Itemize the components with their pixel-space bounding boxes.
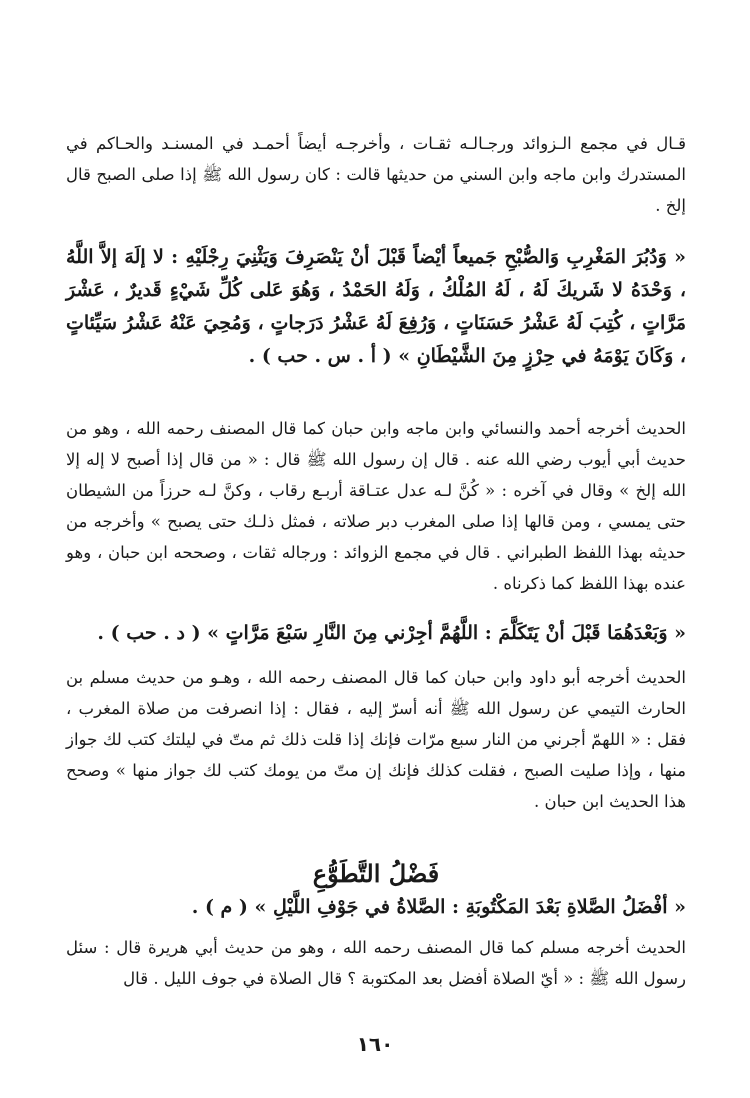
section-title: فَضْلُ التَّطَوُّعِ [312, 859, 440, 888]
commentary-paragraph: الحديث أخرجه أبو داود وابن حبان كما قال المصنف رحمه الله ، وهـو من حديث مسلم بن الحارث التيمي عن رسول الله ﷺ أنه أسرّ إليه ، فقال : إذا انصرفت من صلاة المغرب ، فقل : « اللهمّ أجرني من النار سبع مرّات فإنك إذا قلت ذلك ثم متّ في ليلتك كتب لك جواز منها ، وإذا صليت الصبح ، فقلت كذلك فإنك إن متّ من يومك كتب لك جواز منها » وصحح هذا الحديث ابن حبان . [66, 668, 686, 811]
hadith-text: « وَدُبُرَ المَغْرِبِ وَالصُّبْحِ جَميعاً أيْضاً قَبْلَ أنْ يَنْصَرِفَ وَيَثْنِيَ رِجْلَيْهِ : لا إلَهَ إلاَّ اللَّهُ ، وَحْدَهُ لا شَريكَ لَهُ ، لَهُ المُلْكُ ، وَلَهُ الحَمْدُ ، وَهُوَ عَلى كُلِّ شَيْءٍ قَديرٌ ، عَشْرَ مَرَّاتٍ ، كُتِبَ لَهُ عَشْرُ حَسَنَاتٍ ، وَرُفِعَ لَهُ عَشْرُ دَرَجاتٍ ، وَمُحِيَ عَنْهُ عَشْرُ سَيِّئاتٍ ، وَكَانَ يَوْمَهُ في حِرْزٍ مِنَ الشَّيْطَانِ » ( أ . س . حب ) . [66, 246, 686, 367]
commentary-paragraph: قـال في مجمع الـزوائد ورجـالـه ثقـات ، وأخرجـه أيضاً أحمـد في المسنـد والحـاكم في المستدرك وابن ماجه وابن السني من حديثها قالت : كان رسول الله ﷺ إذا صلى الصبح قال إلخ . [66, 134, 686, 215]
page-body [66, 128, 686, 994]
commentary-paragraph: الحديث أخرجه أحمد والنسائي وابن ماجه وابن حبان كما قال المصنف رحمه الله ، وهو من حديث أبي أيوب رضي الله عنه . قال إن رسول الله ﷺ قال : « من قال إذا أصبح لا إله إلا الله إلخ » وقال في آخره : « كُنَّ لـه عدل عتـاقة أربـع رقاب ، وكنَّ لـه حرزاً من الشيطان حتى يمسي ، ومن قالها إذا صلى المغرب دبر صلاته ، فمثل ذلـك حتى يصبح » وأخرجه من حديثه بهذا اللفظ الطبراني . قال في مجمع الزوائد : ورجاله ثقات ، وصححه ابن حبان ، وهو عنده بهذا اللفظ كما ذكرناه . [66, 419, 686, 593]
page-number: ١٦٠ [356, 1032, 394, 1056]
commentary-paragraph: الحديث أخرجه مسلم كما قال المصنف رحمه الله ، وهو من حديث أبي هريرة قال : سئل رسول الله ﷺ : « أيّ الصلاة أفضل بعد المكتوبة ؟ قال الصلاة في جوف الليل . قال [66, 938, 686, 988]
hadith-text: « أفْضَلُ الصَّلاةِ بَعْدَ المَكْتُوبَةِ : الصَّلاةُ في جَوْفِ اللَّيْلِ » ( م ) . [191, 896, 686, 918]
hadith-text: « وَبَعْدَهُمَا قَبْلَ أنْ يَتَكَلَّمَ : اللَّهُمَّ أجِرْني مِنَ النَّارِ سَبْعَ مَرَّاتٍ » ( د . حب ) . [97, 622, 686, 644]
